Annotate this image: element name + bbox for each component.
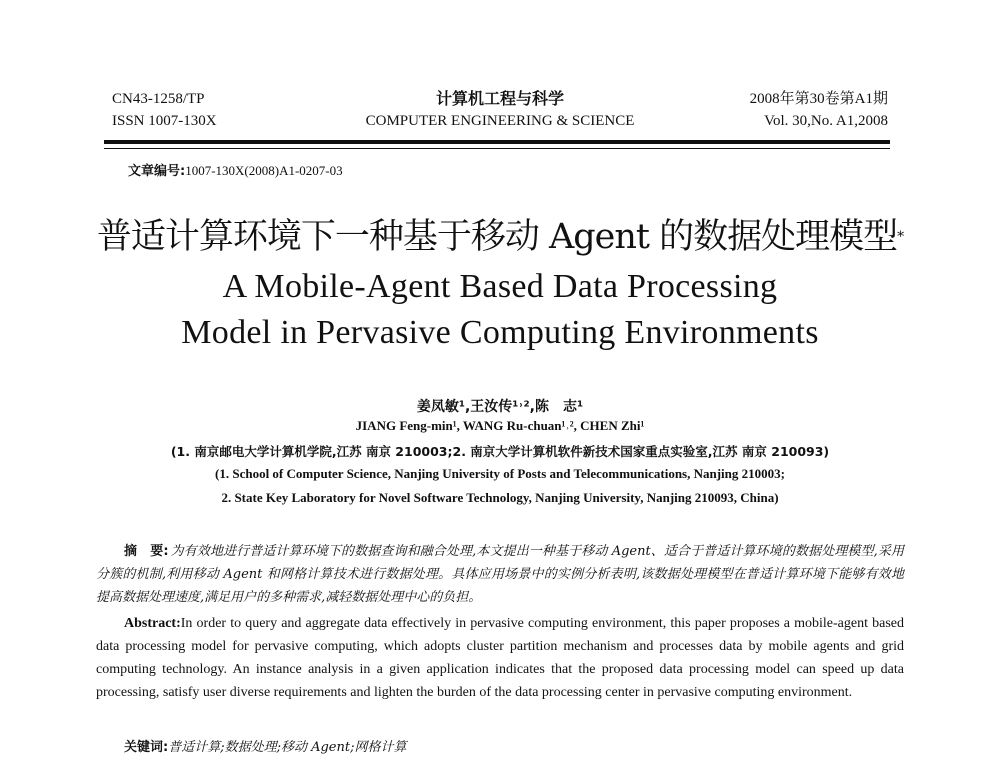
abstract-cn [96, 540, 904, 609]
keywords-cn-label: 关键词: [124, 740, 169, 755]
authors-cn: 姜凤敏¹,王汝传¹˒²,陈 志¹ [416, 399, 584, 415]
journal-name-en: COMPUTER ENGINEERING & SCIENCE [365, 113, 635, 129]
article-number-label: 文章编号: [128, 164, 186, 179]
cn-code: CN43-1258/TP [112, 91, 205, 107]
abstract-en [96, 612, 904, 704]
journal-name-cn: 计算机工程与科学 [435, 89, 564, 108]
title-cn [0, 214, 1000, 260]
abstract-en-label: Abstract: [124, 616, 181, 631]
abstract-en-text: In order to query and aggregate data effectively in pervasive computing environment, this paper proposes a mobile-agent based data processing model for pervasive computing, which adopts cluster partition mechanism and processes data by mobile agents and grid computing technology. An instance analysis in a given application indicates that the proposed data processing model can speed up data processing, satisfy user diverse requirements and lighten the burden of the data processing center in pervasive computing environment. [96, 616, 904, 700]
affiliations-en-line1: (1. School of Computer Science, Nanjing University of Posts and Telecommunications, Nanjing 210003; [215, 466, 785, 481]
keywords-cn [124, 736, 406, 755]
header-rule-thick [104, 140, 890, 144]
title-en-line2: Model in Pervasive Computing Environments [181, 314, 819, 351]
article-number-value: 1007-130X(2008)A1-0207-03 [185, 163, 343, 178]
abstract-cn-label: 摘 要: [124, 544, 169, 559]
abstract-cn-text: 为有效地进行普适计算环境下的数据查询和融合处理,本文提出一种基于移动 Agent、适合于普适计算环境的数据处理模型,采用分簇的机制,利用移动 Agent 和网格计算技术进行数据处理。具体应用场景中的实例分析表明,该数据处理模型在普适计算环境下能够有效地提高数据处理速度,满足用户的多种需求,减轻数据处理中心的负担。 [96, 544, 904, 605]
title-en [0, 264, 1000, 356]
issue-info [750, 88, 888, 132]
issue-info-cn: 2008年第30卷第A1期 [749, 91, 888, 107]
header-rule-thin [104, 148, 890, 149]
affiliations-cn: (1. 南京邮电大学计算机学院,江苏 南京 210003;2. 南京大学计算机软件新技术国家重点实验室,江苏 南京 210093) [170, 444, 830, 459]
affiliations-en-line2: 2. State Key Laboratory for Novel Software Technology, Nanjing University, Nanjing 210093, China) [221, 490, 779, 505]
journal-header [0, 88, 1000, 132]
title-cn-text: 普适计算环境下一种基于移动 Agent 的数据处理模型 [96, 217, 898, 257]
article-number [128, 160, 343, 179]
title-footnote-mark: * [897, 229, 904, 245]
authors-en: JIANG Feng-min¹, WANG Ru-chuan¹˒², CHEN Zhi¹ [355, 418, 645, 433]
issn: ISSN 1007-130X [112, 113, 217, 129]
issue-info-en: Vol. 30,No. A1,2008 [764, 113, 888, 129]
keywords-cn-text: 普适计算;数据处理;移动 Agent;网格计算 [168, 740, 407, 755]
title-en-line1: A Mobile-Agent Based Data Processing [222, 268, 778, 305]
